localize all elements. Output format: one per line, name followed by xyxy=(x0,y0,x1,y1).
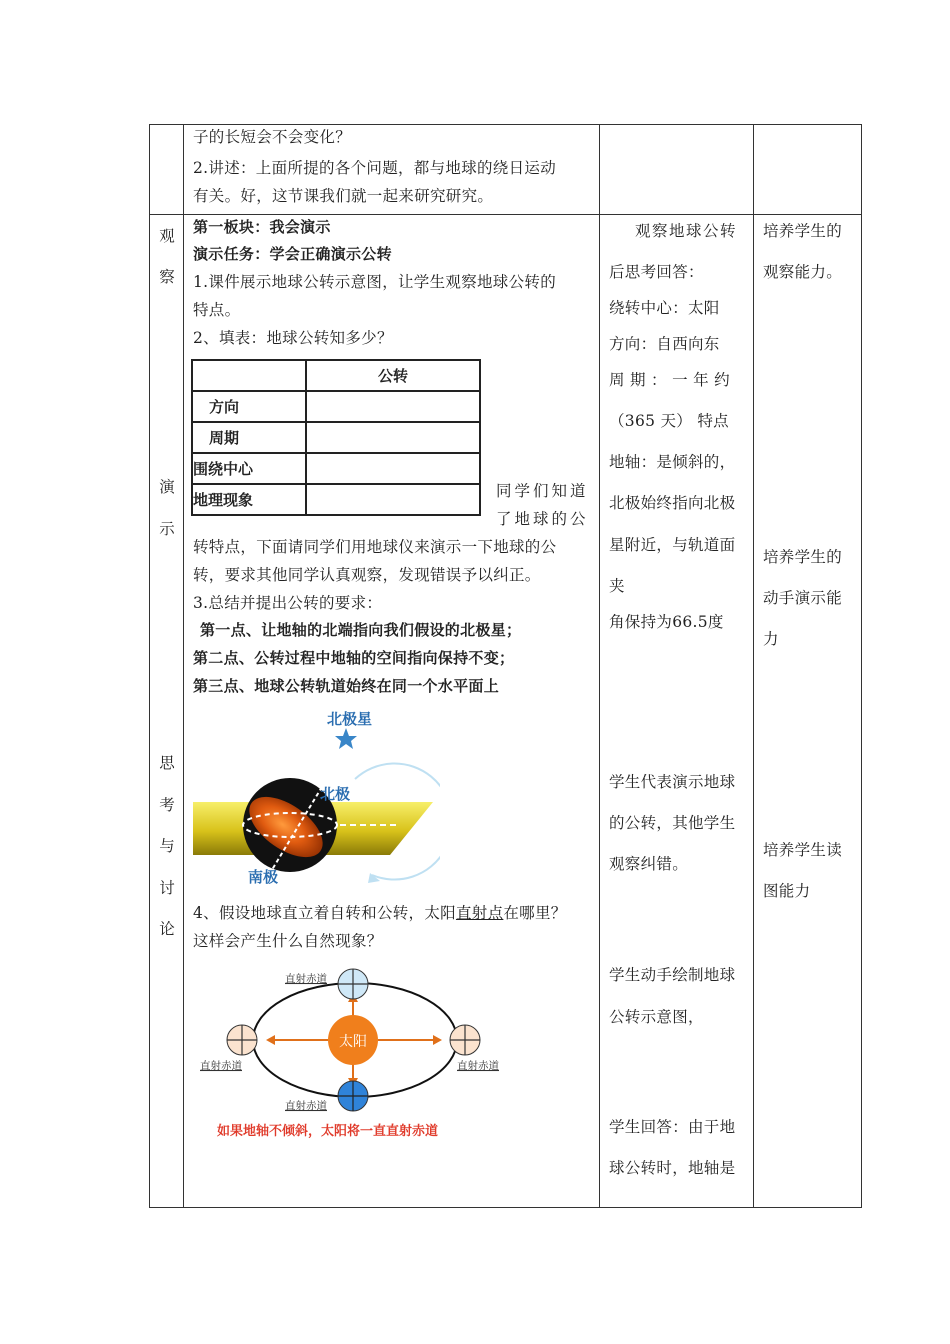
table-row-label: 方向 xyxy=(192,391,306,422)
table-header: 公转 xyxy=(306,360,480,391)
table-cell[interactable] xyxy=(306,453,480,484)
student-line: 的公转，其他学生 xyxy=(609,814,736,832)
intro-line: 有关。好，这节课我们就一起来研究研究。 xyxy=(193,187,494,205)
stage-char: 考 xyxy=(159,796,175,814)
underlined-term: 直射点 xyxy=(455,904,504,922)
student-line: 后思考回答： xyxy=(609,263,704,281)
column-divider xyxy=(599,125,600,1207)
position-label: 直射赤道 xyxy=(200,1060,242,1072)
purpose-line: 图能力 xyxy=(763,882,811,900)
student-line: 球公转时，地轴是 xyxy=(609,1159,736,1177)
arrow-head xyxy=(433,1035,442,1045)
stage-char: 思 xyxy=(159,754,175,772)
paragraph: 2、填表：地球公转知多少？ xyxy=(193,329,393,347)
north-pole-label: 北极 xyxy=(320,785,351,803)
student-line: 地轴：是倾斜的， xyxy=(609,453,736,471)
stage-char: 论 xyxy=(159,920,175,938)
block-title: 第一板块：我会演示 xyxy=(193,218,331,236)
paragraph: 了地球的公 xyxy=(496,510,589,528)
earth-orbit-figure xyxy=(190,705,440,895)
student-line: 学生回答：由于地 xyxy=(609,1118,736,1136)
paragraph: 3.总结并提出公转的要求： xyxy=(193,594,383,612)
fill-in-table xyxy=(191,359,481,516)
stage-char: 演 xyxy=(159,478,175,496)
question-text: 4、假设地球直立着自转和公转，太阳 xyxy=(193,904,456,922)
student-line: 北极始终指向北极 xyxy=(609,494,736,512)
arrow-head xyxy=(266,1035,275,1045)
stage-char: 察 xyxy=(159,268,175,286)
paragraph: 转特点，下面请同学们用地球仪来演示一下地球的公 xyxy=(193,538,557,556)
student-line: 公转示意图， xyxy=(609,1008,704,1026)
table-cell xyxy=(192,360,306,391)
table-row-label: 围绕中心 xyxy=(192,453,306,484)
student-line: 周 期 ： 一 年 约 xyxy=(609,371,730,389)
student-line: 星附近，与轨道面 xyxy=(609,536,736,554)
student-line: 学生动手绘制地球 xyxy=(609,966,736,984)
purpose-line: 培养学生读 xyxy=(763,841,843,859)
south-pole-label: 南极 xyxy=(248,868,279,886)
question-text: 在哪里？ xyxy=(503,904,567,922)
paragraph: 转，要求其他同学认真观察，发现错误予以纠正。 xyxy=(193,566,541,584)
student-line: 方向：自西向东 xyxy=(609,335,720,353)
stage-char: 观 xyxy=(159,227,175,245)
student-line: 绕转中心：太阳 xyxy=(609,299,720,317)
column-divider xyxy=(183,125,184,1207)
student-line: （365 天） 特点 xyxy=(609,412,729,430)
student-line: 学生代表演示地球 xyxy=(609,773,736,791)
requirement: 第一点、让地轴的北端指向我们假设的北极星； xyxy=(200,621,522,639)
paragraph: 同学们知道 xyxy=(496,482,589,500)
star-icon xyxy=(335,728,357,749)
requirement: 第三点、地球公转轨道始终在同一个水平面上 xyxy=(193,677,500,695)
question: 这样会产生什么自然现象？ xyxy=(193,932,383,950)
table-cell[interactable] xyxy=(306,391,480,422)
requirement: 第二点、公转过程中地轴的空间指向保持不变； xyxy=(193,649,515,667)
position-label: 直射赤道 xyxy=(285,973,327,985)
stage-char: 示 xyxy=(159,520,175,538)
sun-orbit-figure xyxy=(195,962,515,1147)
student-line: 角保持为66.5度 xyxy=(609,613,724,631)
student-line: 夹 xyxy=(609,577,625,595)
purpose-line: 培养学生的 xyxy=(763,222,843,240)
task-title: 演示任务：学会正确演示公转 xyxy=(193,245,392,263)
sun-label: 太阳 xyxy=(339,1034,367,1050)
polaris-label: 北极星 xyxy=(327,710,373,728)
column-divider xyxy=(753,125,754,1207)
purpose-line: 培养学生的 xyxy=(763,548,843,566)
table-row-label: 地理现象 xyxy=(192,484,306,515)
intro-line: 2.讲述：上面所提的各个问题，都与地球的绕日运动 xyxy=(193,159,556,177)
paragraph: 特点。 xyxy=(193,301,241,319)
question xyxy=(193,906,567,922)
student-line: 观察地球公转 xyxy=(635,222,738,240)
position-label: 直射赤道 xyxy=(285,1100,327,1112)
purpose-line: 动手演示能 xyxy=(763,589,843,607)
intro-line: 子的长短会不会变化？ xyxy=(193,128,352,146)
stage-char: 讨 xyxy=(159,879,175,897)
paragraph: 1.课件展示地球公转示意图，让学生观察地球公转的 xyxy=(193,273,556,291)
table-row-label: 周期 xyxy=(192,422,306,453)
purpose-line: 观察能力。 xyxy=(763,263,843,281)
purpose-line: 力 xyxy=(763,630,779,648)
stage-char: 与 xyxy=(159,837,175,855)
figure-caption: 如果地轴不倾斜，太阳将一直直射赤道 xyxy=(217,1124,439,1139)
position-label: 直射赤道 xyxy=(457,1060,499,1072)
table-cell[interactable] xyxy=(306,422,480,453)
student-line: 观察纠错。 xyxy=(609,855,689,873)
row-divider xyxy=(150,214,861,215)
table-cell[interactable] xyxy=(306,484,480,515)
